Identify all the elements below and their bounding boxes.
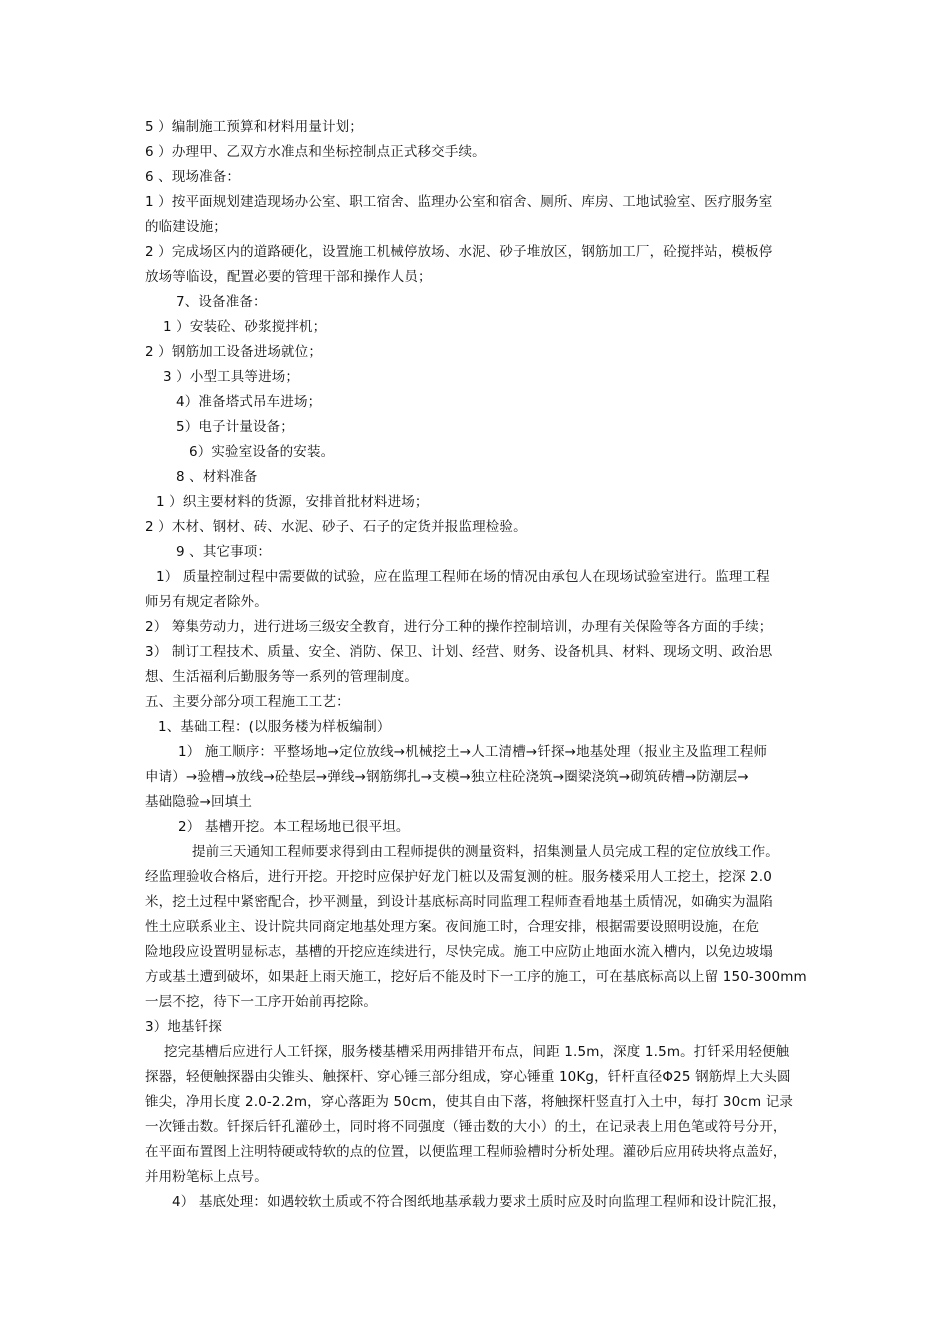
text-line: 提前三天通知工程师要求得到由工程师提供的测量资料，招集测量人员完成工程的定位放线工作。: [192, 844, 779, 860]
text-line: 想、生活福利后勤服务等一系列的管理制度。: [145, 669, 418, 685]
text-line: 5 ）编制施工预算和材料用量计划；: [145, 119, 363, 135]
text-line: 申请）→验槽→放线→砼垫层→弹线→钢筋绑扎→支模→独立柱砼浇筑→圈梁浇筑→砌筑砖槽→防潮层→: [145, 769, 749, 785]
text-line: 放场等临设，配置必要的管理干部和操作人员；: [145, 269, 432, 285]
text-line: 的临建设施；: [145, 219, 227, 235]
subsection-heading: 1、基础工程：(以服务楼为样板编制）: [158, 719, 391, 735]
text-line: 一次锤击数。钎探后钎孔灌砂土，同时将不同强度（锤击数的大小）的土，在记录表上用色笔或符号分开，: [145, 1119, 787, 1135]
text-line: 师另有规定者除外。: [145, 594, 268, 610]
text-line: 锥尖，净用长度 2.0-2.2m，穿心落距为 50cm，使其自由下落，将触探杆竖直打入土中，每打 30cm 记录: [145, 1094, 794, 1110]
text-line: 2 ）木材、钢材、砖、水泥、砂子、石子的定货并报监理检验。: [145, 519, 527, 535]
text-line: 1） 施工顺序：平整场地→定位放线→机械挖土→人工清槽→钎探→地基处理（报业主及监理工程师: [178, 744, 768, 760]
text-line: 4）准备塔式吊车进场；: [176, 394, 322, 410]
text-line: 2） 基槽开挖。本工程场地已很平坦。: [178, 819, 410, 835]
text-line: 7、设备准备：: [176, 294, 267, 310]
text-line: 一层不挖，待下一工序开始前再挖除。: [145, 994, 378, 1010]
text-line: 3 ）小型工具等进场；: [163, 369, 300, 385]
text-line: 2 ）完成场区内的道路硬化，设置施工机械停放场、水泥、砂子堆放区，钢筋加工厂，砼搅拌站，模板停: [145, 244, 773, 260]
text-line: 9 、其它事项：: [176, 544, 272, 560]
text-line: 经监理验收合格后，进行开挖。开挖时应保护好龙门桩以及需复测的桩。服务楼采用人工挖土，挖深 2.0: [145, 869, 772, 885]
text-line: 3） 制订工程技术、质量、安全、消防、保卫、计划、经营、财务、设备机具、材料、现场文明、政治思: [145, 644, 773, 660]
text-line: 2） 筹集劳动力，进行进场三级安全教育，进行分工种的操作控制培训，办理有关保险等各方面的手续；: [145, 619, 773, 635]
subsection-heading: 3）地基钎探: [145, 1019, 222, 1035]
text-line: 6 ）办理甲、乙双方水准点和坐标控制点正式移交手续。: [145, 144, 486, 160]
text-line: 1） 质量控制过程中需要做的试验，应在监理工程师在场的情况由承包人在现场试验室进行。监理工程: [156, 569, 770, 585]
text-line: 性土应联系业主、设计院共同商定地基处理方案。夜间施工时，合理安排，根据需要设照明设施，在危: [145, 919, 760, 935]
text-line: 1 ）安装砼、砂浆搅拌机；: [163, 319, 327, 335]
text-line: 基础隐验→回填土: [145, 794, 253, 810]
text-line: 在平面布置图上注明特硬或特软的点的位置，以便监理工程师验槽时分析处理。灌砂后应用砖块将点盖好，: [145, 1144, 787, 1160]
text-line: 1 ）织主要材料的货源，安排首批材料进场；: [156, 494, 429, 510]
text-line: 6 、现场准备：: [145, 169, 241, 185]
text-line: 探器，轻便触探器由尖锥头、触探杆、穿心锤三部分组成，穿心锤重 10Kg，钎杆直径Φ25 钢筋焊上大头圆: [145, 1069, 791, 1085]
text-line: 并用粉笔标上点号。: [145, 1169, 268, 1185]
text-line: 方或基土遭到破坏，如果赶上雨天施工，挖好后不能及时下一工序的施工，可在基底标高以上留 150-300mm: [145, 969, 807, 985]
text-line: 险地段应设置明显标志，基槽的开挖应连续进行，尽快完成。施工中应防止地面水流入槽内，以免边坡塌: [145, 944, 773, 960]
text-line: 8 、材料准备: [176, 469, 258, 485]
text-line: 1 ）按平面规划建造现场办公室、职工宿舍、监理办公室和宿舍、厕所、库房、工地试验室、医疗服务室: [145, 194, 773, 210]
text-line: 4） 基底处理：如遇较软土质或不符合图纸地基承载力要求土质时应及时向监理工程师和设计院汇报，: [172, 1194, 786, 1210]
text-line: 米，挖土过程中紧密配合，抄平测量，到设计基底标高时同监理工程师查看地基土质情况，如确实为温陷: [145, 894, 773, 910]
text-line: 6）实验室设备的安装。: [189, 444, 335, 460]
text-line: 5）电子计量设备；: [176, 419, 294, 435]
text-line: 挖完基槽后应进行人工钎探，服务楼基槽采用两排错开布点，间距 1.5m，深度 1.5m。打钎采用轻便触: [164, 1044, 790, 1060]
text-line: 2 ）钢筋加工设备进场就位；: [145, 344, 322, 360]
section-heading: 五、主要分部分项工程施工工艺：: [145, 694, 350, 710]
